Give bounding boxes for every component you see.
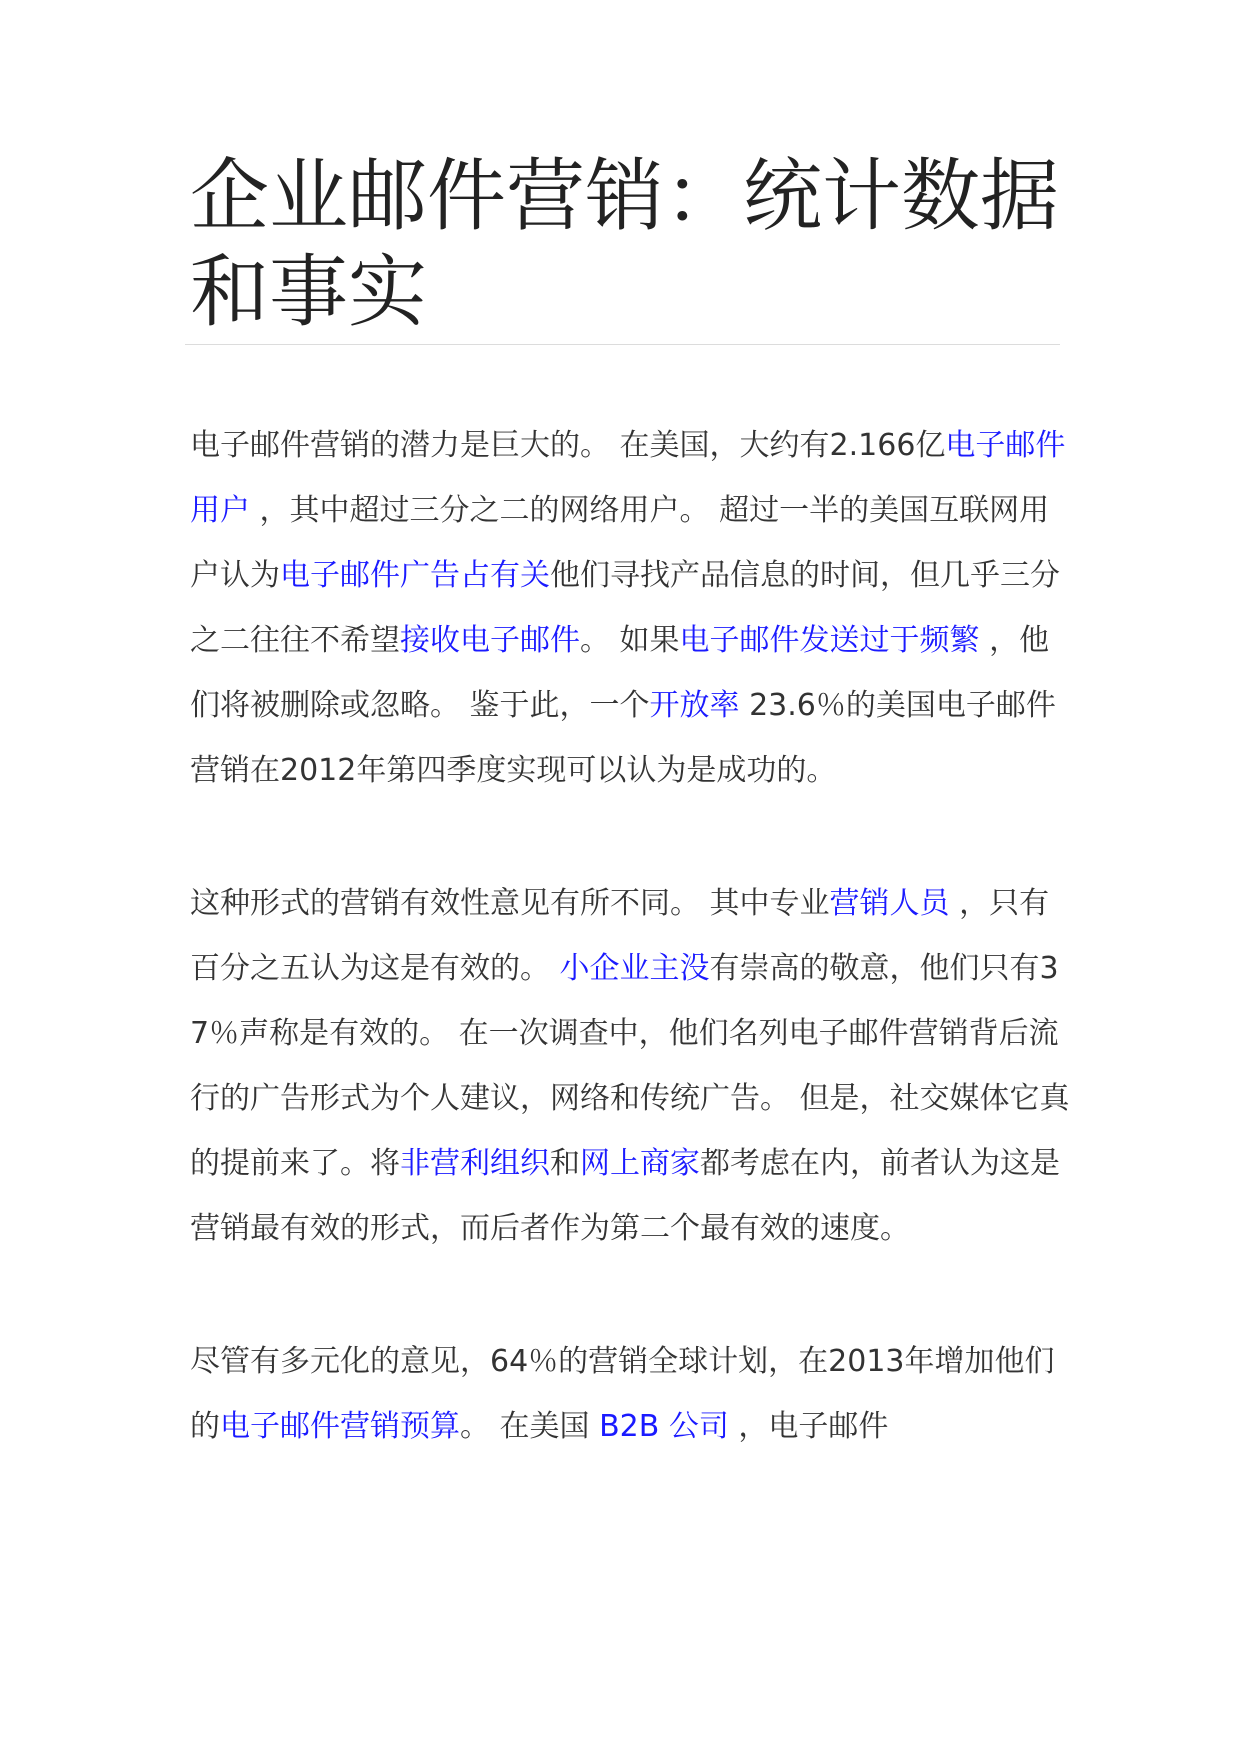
inline-link[interactable]: 非营利组织: [400, 1146, 550, 1181]
paragraph-text: 他们寻找产品信息的时间，但几乎三分之二往往不希望: [190, 558, 1060, 658]
paragraph-2: [190, 871, 1070, 1261]
paragraph-text: 有崇高的敬意，他们只有37％声称是有效的。 在一次调查中，他们名列电子邮件营销背后流行的广告形式为个人建议，网络和传统广告。 但是，社交媒体它真的提前来了。将: [190, 951, 1070, 1181]
inline-link[interactable]: 小企业主没: [559, 951, 710, 986]
inline-link[interactable]: 电子邮件发送过于频繁: [679, 623, 980, 658]
paragraph-text: ，电子邮件: [728, 1409, 889, 1444]
inline-link[interactable]: 网上商家: [580, 1146, 700, 1181]
article-title: 企业邮件营销：统计数据和事实: [190, 150, 1059, 338]
inline-link[interactable]: 开放率: [649, 688, 740, 723]
paragraph-text: 电子邮件营销的潜力是巨大的。 在美国，大约有2.166亿: [190, 428, 946, 463]
paragraph-3: [190, 1329, 1070, 1459]
paragraph-text: ，他们将被删除或忽略。 鉴于此，一个: [190, 623, 1050, 723]
inline-link[interactable]: 营销人员: [829, 886, 950, 921]
article: [190, 0, 1070, 1459]
paragraph-text: ，只有百分之五认为这是有效的。: [190, 886, 1050, 986]
paragraph-text: 。 在美国: [460, 1409, 600, 1444]
inline-link[interactable]: 电子邮件广告占有关: [280, 558, 550, 593]
title-divider: [185, 344, 1060, 345]
paragraph-text: 尽管有多元化的意见，64％的营销全球计划，在2013年增加他们的: [190, 1344, 1055, 1444]
paragraph-text: 23.6％的美国电子邮件营销在2012年第四季度实现可以认为是成功的。: [190, 688, 1056, 788]
inline-link[interactable]: 电子邮件用户: [190, 428, 1066, 528]
paragraph-text: 都考虑在内，前者认为这是营销最有效的形式，而后者作为第二个最有效的速度。: [190, 1146, 1060, 1246]
inline-link[interactable]: B2B 公司: [599, 1409, 729, 1444]
paragraph-text: 。 如果: [580, 623, 680, 658]
paragraph-text: 和: [550, 1146, 580, 1181]
paragraph-text: ，其中超过三分之二的网络用户。 超过一半的美国互联网用户认为: [190, 493, 1050, 593]
inline-link[interactable]: 电子邮件营销预算: [220, 1409, 460, 1444]
paragraph-text: 这种形式的营销有效性意见有所不同。 其中专业: [190, 886, 830, 921]
paragraph-1: [190, 413, 1070, 803]
inline-link[interactable]: 接收电子邮件: [400, 623, 580, 658]
